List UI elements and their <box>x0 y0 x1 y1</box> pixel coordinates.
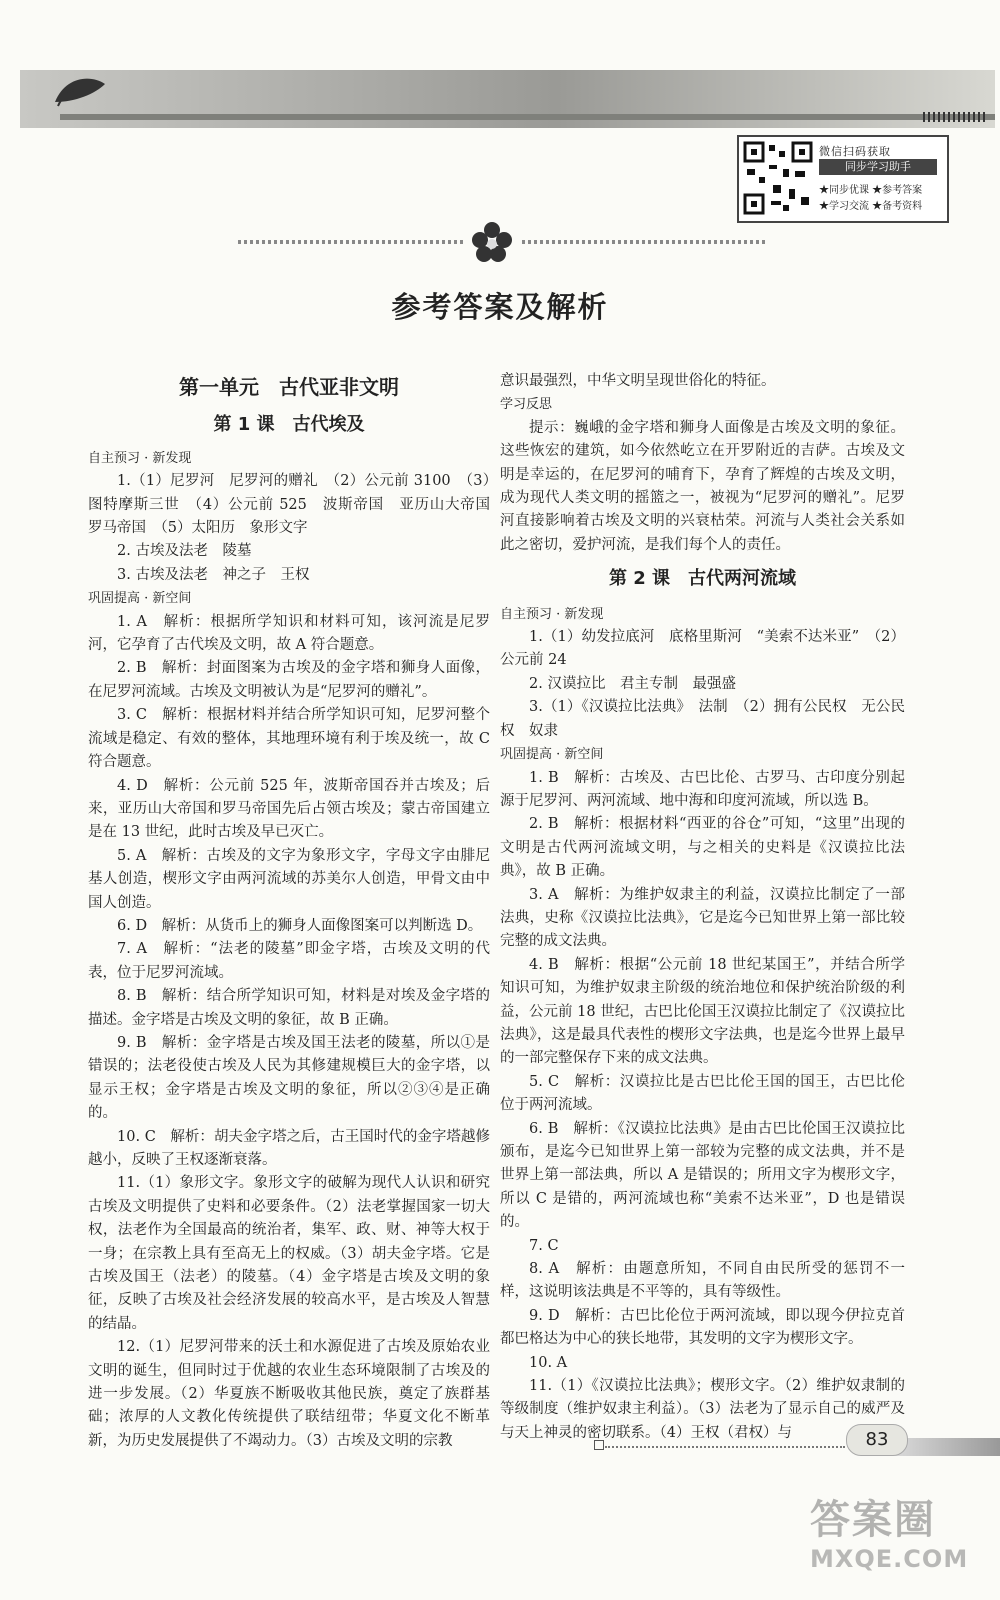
answer-item: 4. D 解析：公元前 525 年，波斯帝国吞并古埃及；后来，亚历山大帝国和罗马帝国先后占领古埃及；蒙古帝国建立是在 13 世纪，此时古埃及早已灭亡。 <box>88 777 490 841</box>
answer-item: 8. B 解析：结合所学知识可知，材料是对埃及金字塔的描述。金字塔是古埃及文明的象征，故 B 正确。 <box>88 988 490 1028</box>
page-number: 83 <box>846 1424 908 1456</box>
answer-item: 2. 古埃及法老 陵墓 <box>117 543 252 560</box>
answer-item: 3. A 解析：为维护奴隶主的利益，汉谟拉比制定了一部法典，史称《汉谟拉比法典》，它是迄今已知世界上第一部比较完整的成文法典。 <box>500 886 905 950</box>
answer-item: 2. 汉谟拉比 君主专制 最强盛 <box>529 675 736 692</box>
answer-item: 1. B 解析：古埃及、古巴比伦、古罗马、古印度分别起源于尼罗河、两河流域、地中海和印度河流域，所以选 B。 <box>500 769 905 809</box>
lesson-2-title: 第 2 课 古代两河流域 <box>608 568 797 590</box>
section-heading-preview: 自主预习 · 新发现 <box>500 606 604 622</box>
answer-item: 6. B 解析：《汉谟拉比法典》是由古巴比伦国王汉谟拉比颁布，是迄今已知世界上第一部较为完整的成文法典，并不是世界上第一部法典，所以 A 是错误的；所用文字为楔形文字，所以 C 是错的，两河流域也称“美索不达米亚”，D 也是错误的。 <box>500 1120 905 1231</box>
reflection-text: 提示：巍峨的金字塔和狮身人面像是古埃及文明的象征。这些恢宏的建筑，如今依然屹立在开罗附近的吉萨。古埃及文明是幸运的，在尼罗河的哺育下，孕育了辉煌的古埃及文明，成为现代人类文明的摇篮之一，被视为“尼罗河的赠礼”。尼罗河直接影响着古埃及文明的兴衰枯荣。河流与人类社会关系如此之密切，爱护河流，是我们每个人的责任。 <box>500 419 905 553</box>
answer-item: 7. A 解析：“法老的陵墓”即金字塔，古埃及文明的代表，位于尼罗河流域。 <box>88 941 490 981</box>
footer-square-icon <box>594 1440 604 1450</box>
section-heading-reflect: 学习反思 <box>500 397 553 413</box>
lesson-1-title: 第 1 课 古代埃及 <box>213 414 365 436</box>
answer-item: 1.（1）尼罗河 尼罗河的赠礼 （2）公元前 3100 （3）图特摩斯三世 （4）公元前 525 波斯帝国 亚历山大帝国 罗马帝国 （5）太阳历 象形文字 <box>88 473 505 537</box>
header-band <box>20 70 995 128</box>
qr-code-icon[interactable] <box>743 141 813 215</box>
unit-title: 第一单元 古代亚非文明 <box>179 375 399 399</box>
answer-item: 1. A 解析：根据所学知识和材料可知，该河流是尼罗河，它孕育了古代埃及文明，故 A 符合题意。 <box>88 613 490 654</box>
answer-item: 1.（1）幼发拉底河 底格里斯河 “美索不达米亚” （2）公元前 24 <box>500 629 905 669</box>
answer-item: 9. D 解析：古巴比伦位于两河流域，即以现今伊拉克首都巴格达为中心的狭长地带，其发明的文字为楔形文字。 <box>500 1307 905 1348</box>
watermark <box>810 1488 990 1588</box>
footer-dotted-line <box>605 1446 845 1448</box>
answer-item: 10. A <box>529 1354 568 1371</box>
answer-item: 3.（1）《汉谟拉比法典》 法制 （2）拥有公民权 无公民权 奴隶 <box>500 699 905 739</box>
answer-item: 12.（1）尼罗河带来的沃土和水源促进了古埃及原始农业文明的诞生，但同时过于优越的农业生态环境限制了古埃及的进一步发展。（2）华夏族不断吸收其他民族，奠定了族群基础；浓厚的人文教化传统提供了联结纽带；华夏文化不断革新，为历史发展提供了不竭动力。（3）古埃及文明的宗教 <box>88 1339 490 1449</box>
header-stripe <box>60 114 995 120</box>
ornament-divider-left <box>238 240 463 244</box>
qr-caption-scan: 微信扫码获取 <box>819 145 891 158</box>
header-ticks <box>923 112 987 122</box>
answer-item: 7. C <box>529 1237 559 1254</box>
answer-item: 2. B 解析：根据材料“西亚的谷仓”可知，“这里”出现的文明是古代两河流域文明，与之相关的史料是《汉谟拉比法典》，故 B 正确。 <box>500 816 905 880</box>
watermark-url: MXQE.COM <box>810 1545 969 1573</box>
answer-item: 8. A 解析：由题意所知，不同自由民所受的惩罚不一样，这说明该法典是不平等的，具有等级性。 <box>500 1261 905 1301</box>
answer-item: 6. D 解析：从货币上的狮身人面像图案可以判断选 D。 <box>117 917 483 934</box>
qr-caption-features-1: ★同步优课 ★参考答案 <box>819 185 923 196</box>
watermark-logo: 答案圈 <box>810 1497 936 1543</box>
answer-item: 2. B 解析：封面图案为古埃及的金字塔和狮身人面像，在尼罗河流域。古埃及文明被认为是“尼罗河的赠礼”。 <box>88 660 490 700</box>
answer-item: 3. C 解析：根据材料并结合所学知识可知，尼罗河整个流域是稳定、有效的整体，其地理环境有利于埃及统一，故 C 符合题意。 <box>88 707 490 771</box>
leaf-logo-icon <box>50 72 110 112</box>
page-title: 参考答案及解析 <box>391 290 609 324</box>
flower-ornament-icon <box>470 220 514 264</box>
qr-code-panel <box>737 135 949 223</box>
ornament-divider-right <box>522 240 767 244</box>
section-heading-consolidate: 巩固提高 · 新空间 <box>88 591 192 607</box>
answer-item: 3. 古埃及法老 神之子 王权 <box>117 566 310 583</box>
right-column <box>500 370 905 1445</box>
answer-item: 10. C 解析：胡夫金字塔之后，古王国时代的金字塔越修越小，反映了王权逐渐衰落。 <box>88 1128 490 1168</box>
section-heading-consolidate: 巩固提高 · 新空间 <box>500 747 604 763</box>
answer-item: 9. B 解析：金字塔是古埃及国王法老的陵墓，所以①是错误的；法老役使古埃及人民为其修建规模巨大的金字塔，以显示王权；金字塔是古埃及文明的象征，所以②③④是正确的。 <box>88 1034 490 1122</box>
qr-caption-assistant: 同步学习助手 <box>819 159 937 175</box>
answer-item: 5. A 解析：古埃及的文字为象形文字，字母文字由腓尼基人创造，楔形文字由两河流域的苏美尔人创造，甲骨文由中国人创造。 <box>88 847 490 911</box>
answer-item: 11.（1）《汉谟拉比法典》；楔形文字。（2）维护奴隶制的等级制度（维护奴隶主利益）。（3）法老为了显示自己的威严及与天上神灵的密切联系。（4）王权（君权）与 <box>500 1378 905 1441</box>
continuation-text: 意识最强烈，中华文明呈现世俗化的特征。 <box>500 373 776 389</box>
answer-item: 11.（1）象形文字。象形文字的破解为现代人认识和研究古埃及文明提供了史料和必要条件。（2）法老掌握国家一切大权，法老作为全国最高的统治者，集军、政、财、神等大权于一身；在宗教上具有至高无上的权威。（3）胡夫金字塔。它是古埃及国王（法老）的陵墓。（4）金字塔是古埃及文明的象征，反映了古埃及社会经济发展的较高水平，是古埃及人智慧的结晶。 <box>88 1175 490 1332</box>
qr-caption-features-2: ★学习交流 ★备考资料 <box>819 201 923 212</box>
section-heading-preview: 自主预习 · 新发现 <box>88 450 192 466</box>
answer-item: 4. B 解析：根据“公元前 18 世纪某国王”，并结合所学知识可知，为维护奴隶主阶级的统治地位和保护统治阶级的利益，公元前 18 世纪，古巴比伦国王汉谟拉比制定了《汉谟拉比法典》，这是最具代表性的楔形文字法典，也是迄今世界上最早的一部完整保存下来的成文法典。 <box>500 956 905 1067</box>
left-column <box>88 370 505 1453</box>
answer-item: 5. C 解析：汉谟拉比是古巴比伦王国的国王，古巴比伦位于两河流域。 <box>500 1073 905 1114</box>
